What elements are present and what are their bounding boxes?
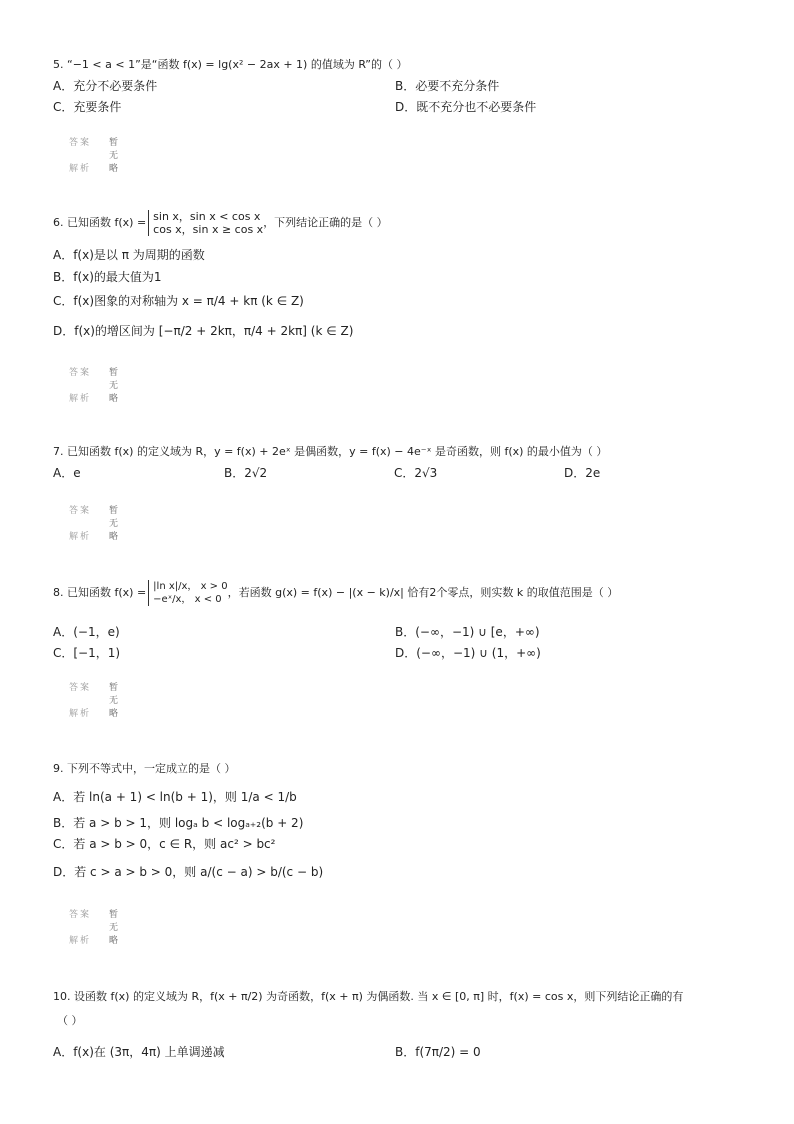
analysis-row [69,391,121,404]
analysis-row [69,933,121,946]
option-a: A．充分不必要条件 [53,79,158,93]
answer-row [69,907,121,933]
piece-2: −eˣ/x， x < 0 [153,594,222,605]
answer-row [69,680,121,706]
option-d: D．若 c > a > b > 0，则 a/(c − a) > b/(c − b) [53,865,324,879]
answer-label: 答案 [69,368,92,378]
analysis-label: 解析 [69,709,92,719]
answer-row [69,135,121,161]
question-stem: 9. 下列不等式中，一定成立的是（ ） [53,762,236,775]
question-stem: 10. 设函数 f(x) 的定义域为 R，f(x + π/2) 为奇函数，f(x + π) 为偶函数. 当 x ∈ [0, π] 时，f(x) = cos x，则下列结论正确的有 [53,990,684,1003]
piece-1: |ln x|/x， x > 0 [153,581,228,592]
answer-value: 暂无 [109,138,121,161]
analysis-value: 略 [109,532,121,542]
option-b: B．必要不充分条件 [395,79,500,93]
option-c: C．充要条件 [53,100,122,114]
answer-value: 暂无 [109,683,121,706]
analysis-label: 解析 [69,532,92,542]
answer-row [69,365,121,391]
option-b: B．f(7π/2) = 0 [395,1045,481,1059]
option-c: C．[−1，1) [53,646,121,660]
answer-value: 暂无 [109,368,121,391]
option-b: B．(−∞，−1) ∪ [e，+∞) [395,625,540,639]
question-stem: 5. “−1 < a < 1”是“函数 f(x) = lg(x² − 2ax + 1) 的值域为 R”的（ ） [53,58,408,71]
answer-row [69,503,121,529]
answer-label: 答案 [69,138,92,148]
question-stem-line-2: （ ） [57,1014,83,1027]
option-b: B．若 a > b > 1，则 logₐ b < logₐ₊₂(b + 2) [53,816,304,830]
question-7 [53,443,753,542]
option-c: C．若 a > b > 0，c ∈ R，则 ac² > bc² [53,837,276,851]
analysis-value: 略 [109,394,121,404]
answer-label: 答案 [69,683,92,693]
analysis-row [69,161,121,174]
option-b: B．f(x)的最大值为1 [53,270,162,284]
piece-2: cos x，sin x ≥ cos x [153,223,264,236]
option-d: D．f(x)的增区间为 [−π/2 + 2kπ，π/4 + 2kπ] (k ∈ Z) [53,324,354,338]
analysis-label: 解析 [69,936,92,946]
answer-label: 答案 [69,506,92,516]
analysis-row [69,706,121,719]
option-a: A．f(x)在 (3π，4π) 上单调递减 [53,1045,225,1059]
analysis-value: 略 [109,164,121,174]
piece-1: sin x，sin x < cos x [153,210,261,223]
option-d: D．2e [564,466,601,480]
question-10 [53,988,753,1059]
analysis-label: 解析 [69,394,92,404]
question-6 [53,210,753,404]
analysis-value: 略 [109,936,121,946]
option-d: D．既不充分也不必要条件 [395,100,537,114]
question-9 [53,760,753,946]
stem-suffix: ，下列结论正确的是（ ） [263,216,388,229]
question-5 [53,56,753,174]
option-a: A．(−1，e) [53,625,120,639]
answer-value: 暂无 [109,506,121,529]
piecewise-function [148,580,227,606]
option-a: A．e [53,466,81,480]
answer-value: 暂无 [109,910,121,933]
piecewise-function [148,210,263,236]
analysis-label: 解析 [69,164,92,174]
stem-prefix: 6. 已知函数 f(x) = [53,216,147,229]
option-c: C．f(x)图象的对称轴为 x = π/4 + kπ (k ∈ Z) [53,294,304,308]
option-b: B．2√2 [224,466,268,480]
option-a: A．若 ln(a + 1) < ln(b + 1)，则 1/a < 1/b [53,790,297,804]
question-stem: 7. 已知函数 f(x) 的定义域为 R，y = f(x) + 2eˣ 是偶函数，y = f(x) − 4e⁻ˣ 是奇函数，则 f(x) 的最小值为（ ） [53,445,608,458]
analysis-value: 略 [109,709,121,719]
option-c: C．2√3 [394,466,438,480]
stem-prefix: 8. 已知函数 f(x) = [53,586,147,599]
analysis-row [69,529,121,542]
question-stem [53,210,753,236]
stem-suffix: ，若函数 g(x) = f(x) − |(x − k)/x| 恰有2个零点，则实数 k 的取值范围是（ ） [227,586,619,599]
option-a: A．f(x)是以 π 为周期的函数 [53,248,205,262]
answer-label: 答案 [69,910,92,920]
option-d: D．(−∞，−1) ∪ (1，+∞) [395,646,541,660]
question-8 [53,580,753,719]
question-stem [53,580,753,606]
